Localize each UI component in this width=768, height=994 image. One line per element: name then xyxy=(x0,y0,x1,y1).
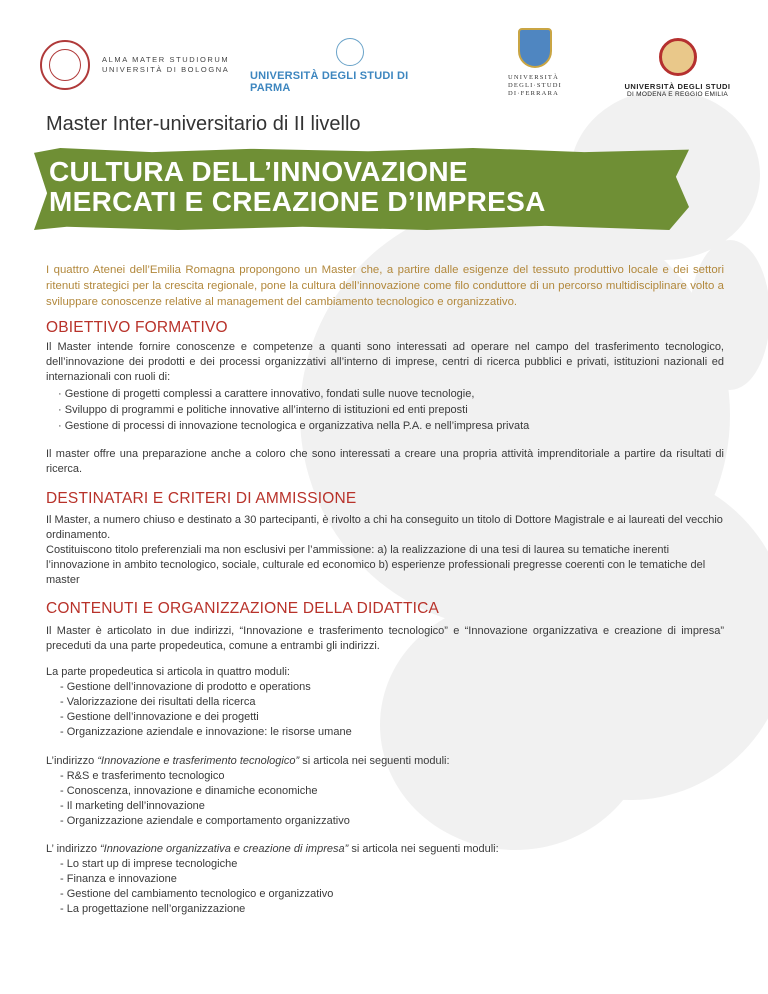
list-item: - Finanza e innovazione xyxy=(60,872,724,887)
section-title-contenuti: CONTENUTI E ORGANIZZAZIONE DELLA DIDATTICA xyxy=(46,600,440,617)
list-item: - Lo start up di imprese tecnologiche xyxy=(60,857,724,872)
ferrara-line1: UNIVERSITÀ xyxy=(508,74,559,81)
list-item: - Conoscenza, innovazione e dinamiche economiche xyxy=(60,784,724,799)
bologna-line1: ALMA MATER STUDIORUM xyxy=(102,55,230,64)
section-title-obiettivo: OBIETTIVO FORMATIVO xyxy=(46,319,228,336)
list-item: - Gestione dell’innovazione di prodotto e operations xyxy=(60,680,724,695)
ferrara-crest-icon xyxy=(518,28,552,68)
bologna-line2: UNIVERSITÀ DI BOLOGNA xyxy=(102,65,230,74)
indirizzo1-block xyxy=(46,754,724,829)
bologna-seal-icon xyxy=(40,40,90,90)
list-item: · Gestione di processi di innovazione tecnologica e organizzativa nella P.A. e nell’impresa privata xyxy=(58,418,529,434)
obiettivo-bullets xyxy=(58,386,529,434)
propedeutica-intro: La parte propedeutica si articola in quattro moduli: xyxy=(46,666,290,678)
indirizzo1-name: “Innovazione e trasferimento tecnologico” xyxy=(97,755,300,767)
title-line1: CULTURA DELL’INNOVAZIONE xyxy=(49,156,468,187)
logo-ferrara xyxy=(505,28,565,98)
logo-modena xyxy=(620,38,735,98)
list-item: · Gestione di progetti complessi a carattere innovativo, fondati sulle nuove tecnologie, xyxy=(58,386,529,402)
indirizzo2-block xyxy=(46,842,724,917)
propedeutica-block xyxy=(46,665,724,740)
contenuti-text: Il Master è articolato in due indirizzi, “Innovazione e trasferimento tecnologico” e “Innovazione organizzativa e creazione di impresa” preceduti da una parte propedeutica, comune a entrambi gli indirizzi. xyxy=(46,625,724,652)
indirizzo2-intro: L’ indirizzo “Innovazione organizzativa e creazione di impresa” si articola nei seguenti moduli: xyxy=(46,843,499,855)
destinatari-block xyxy=(46,513,724,588)
logo-parma xyxy=(250,38,450,94)
list-item: - La progettazione nell’organizzazione xyxy=(60,902,724,917)
modena-line2: DI MODENA E REGGIO EMILIA xyxy=(626,91,729,98)
section-title-destinatari: DESTINATARI E CRITERI DI AMMISSIONE xyxy=(46,490,357,507)
list-item: - R&S e trasferimento tecnologico xyxy=(60,769,724,784)
logo-bologna xyxy=(40,40,229,90)
indirizzo2-list xyxy=(46,857,724,917)
title-line2: MERCATI E CREAZIONE D’IMPRESA xyxy=(49,186,546,217)
parma-name: UNIVERSITÀ DEGLI STUDI DI PARMA xyxy=(250,70,409,94)
ferrara-line2: DEGLI·STUDI xyxy=(508,82,562,89)
list-item: - Organizzazione aziendale e innovazione: le risorse umane xyxy=(60,725,724,740)
propedeutica-list xyxy=(46,680,724,740)
list-item: - Organizzazione aziendale e comportamento organizzativo xyxy=(60,814,724,829)
parma-seal-icon xyxy=(336,38,364,66)
indirizzo2-name: “Innovazione organizzativa e creazione di impresa” xyxy=(100,843,349,855)
destinatari-text1: Il Master, a numero chiuso e destinato a 30 partecipanti, è rivolto a chi ha conseguito un titolo di Dottore Magistrale e ai laureati del vecchio ordinamento. xyxy=(46,514,723,541)
list-item: - Gestione del cambiamento tecnologico e organizzativo xyxy=(60,887,724,902)
indirizzo1-list xyxy=(46,769,724,829)
obiettivo-text: Il Master intende fornire conoscenze e competenze a quanti sono interessati ad operare nel campo del trasferimento tecnologico, dell’innovazione dei prodotti e dei processi organizzativi all’interno di imprese, centri di ricerca pubblici e privati, istituzioni nazionali ed internazionali con ruoli di: xyxy=(46,341,724,383)
ferrara-line3: DI·FERRARA xyxy=(508,90,560,97)
destinatari-text2: Costituiscono titolo preferenziali ma non esclusivi per l’ammissione: a) la realizzazione di una tesi di laurea su tematiche inerenti l’innovazione in ambito tecnologico, sociale, culturale ed economico b) esperienze professionali pregresse coerenti con le tematiche del master xyxy=(46,544,706,586)
page-subtitle: Master Inter-universitario di II livello xyxy=(46,113,361,135)
modena-seal-icon xyxy=(659,38,697,76)
list-item: - Valorizzazione dei risultati della ricerca xyxy=(60,695,724,710)
list-item: · Sviluppo di programmi e politiche innovative all’interno di istituzioni ed enti preposti xyxy=(58,402,529,418)
modena-line1: UNIVERSITÀ DEGLI STUDI xyxy=(624,82,731,91)
page-title xyxy=(49,157,546,217)
list-item: - Il marketing dell’innovazione xyxy=(60,799,724,814)
obiettivo-text2: Il master offre una preparazione anche a coloro che sono interessati a creare una propria attività imprenditoriale a partire da risultati di ricerca. xyxy=(46,448,724,475)
list-item: - Gestione dell’innovazione e dei progetti xyxy=(60,710,724,725)
indirizzo1-intro: L’indirizzo “Innovazione e trasferimento tecnologico” si articola nei seguenti moduli: xyxy=(46,755,450,767)
intro-paragraph: I quattro Atenei dell’Emilia Romagna propongono un Master che, a partire dalle esigenze del tessuto produttivo locale e dei settori ritenuti strategici per la crescita regionale, pone la cultura dell’innovazione come filo conduttore di un percorso multidisciplinare volto a sviluppare conoscenze relative al management del cambiamento tecnologico e organizzativo. xyxy=(46,264,724,308)
